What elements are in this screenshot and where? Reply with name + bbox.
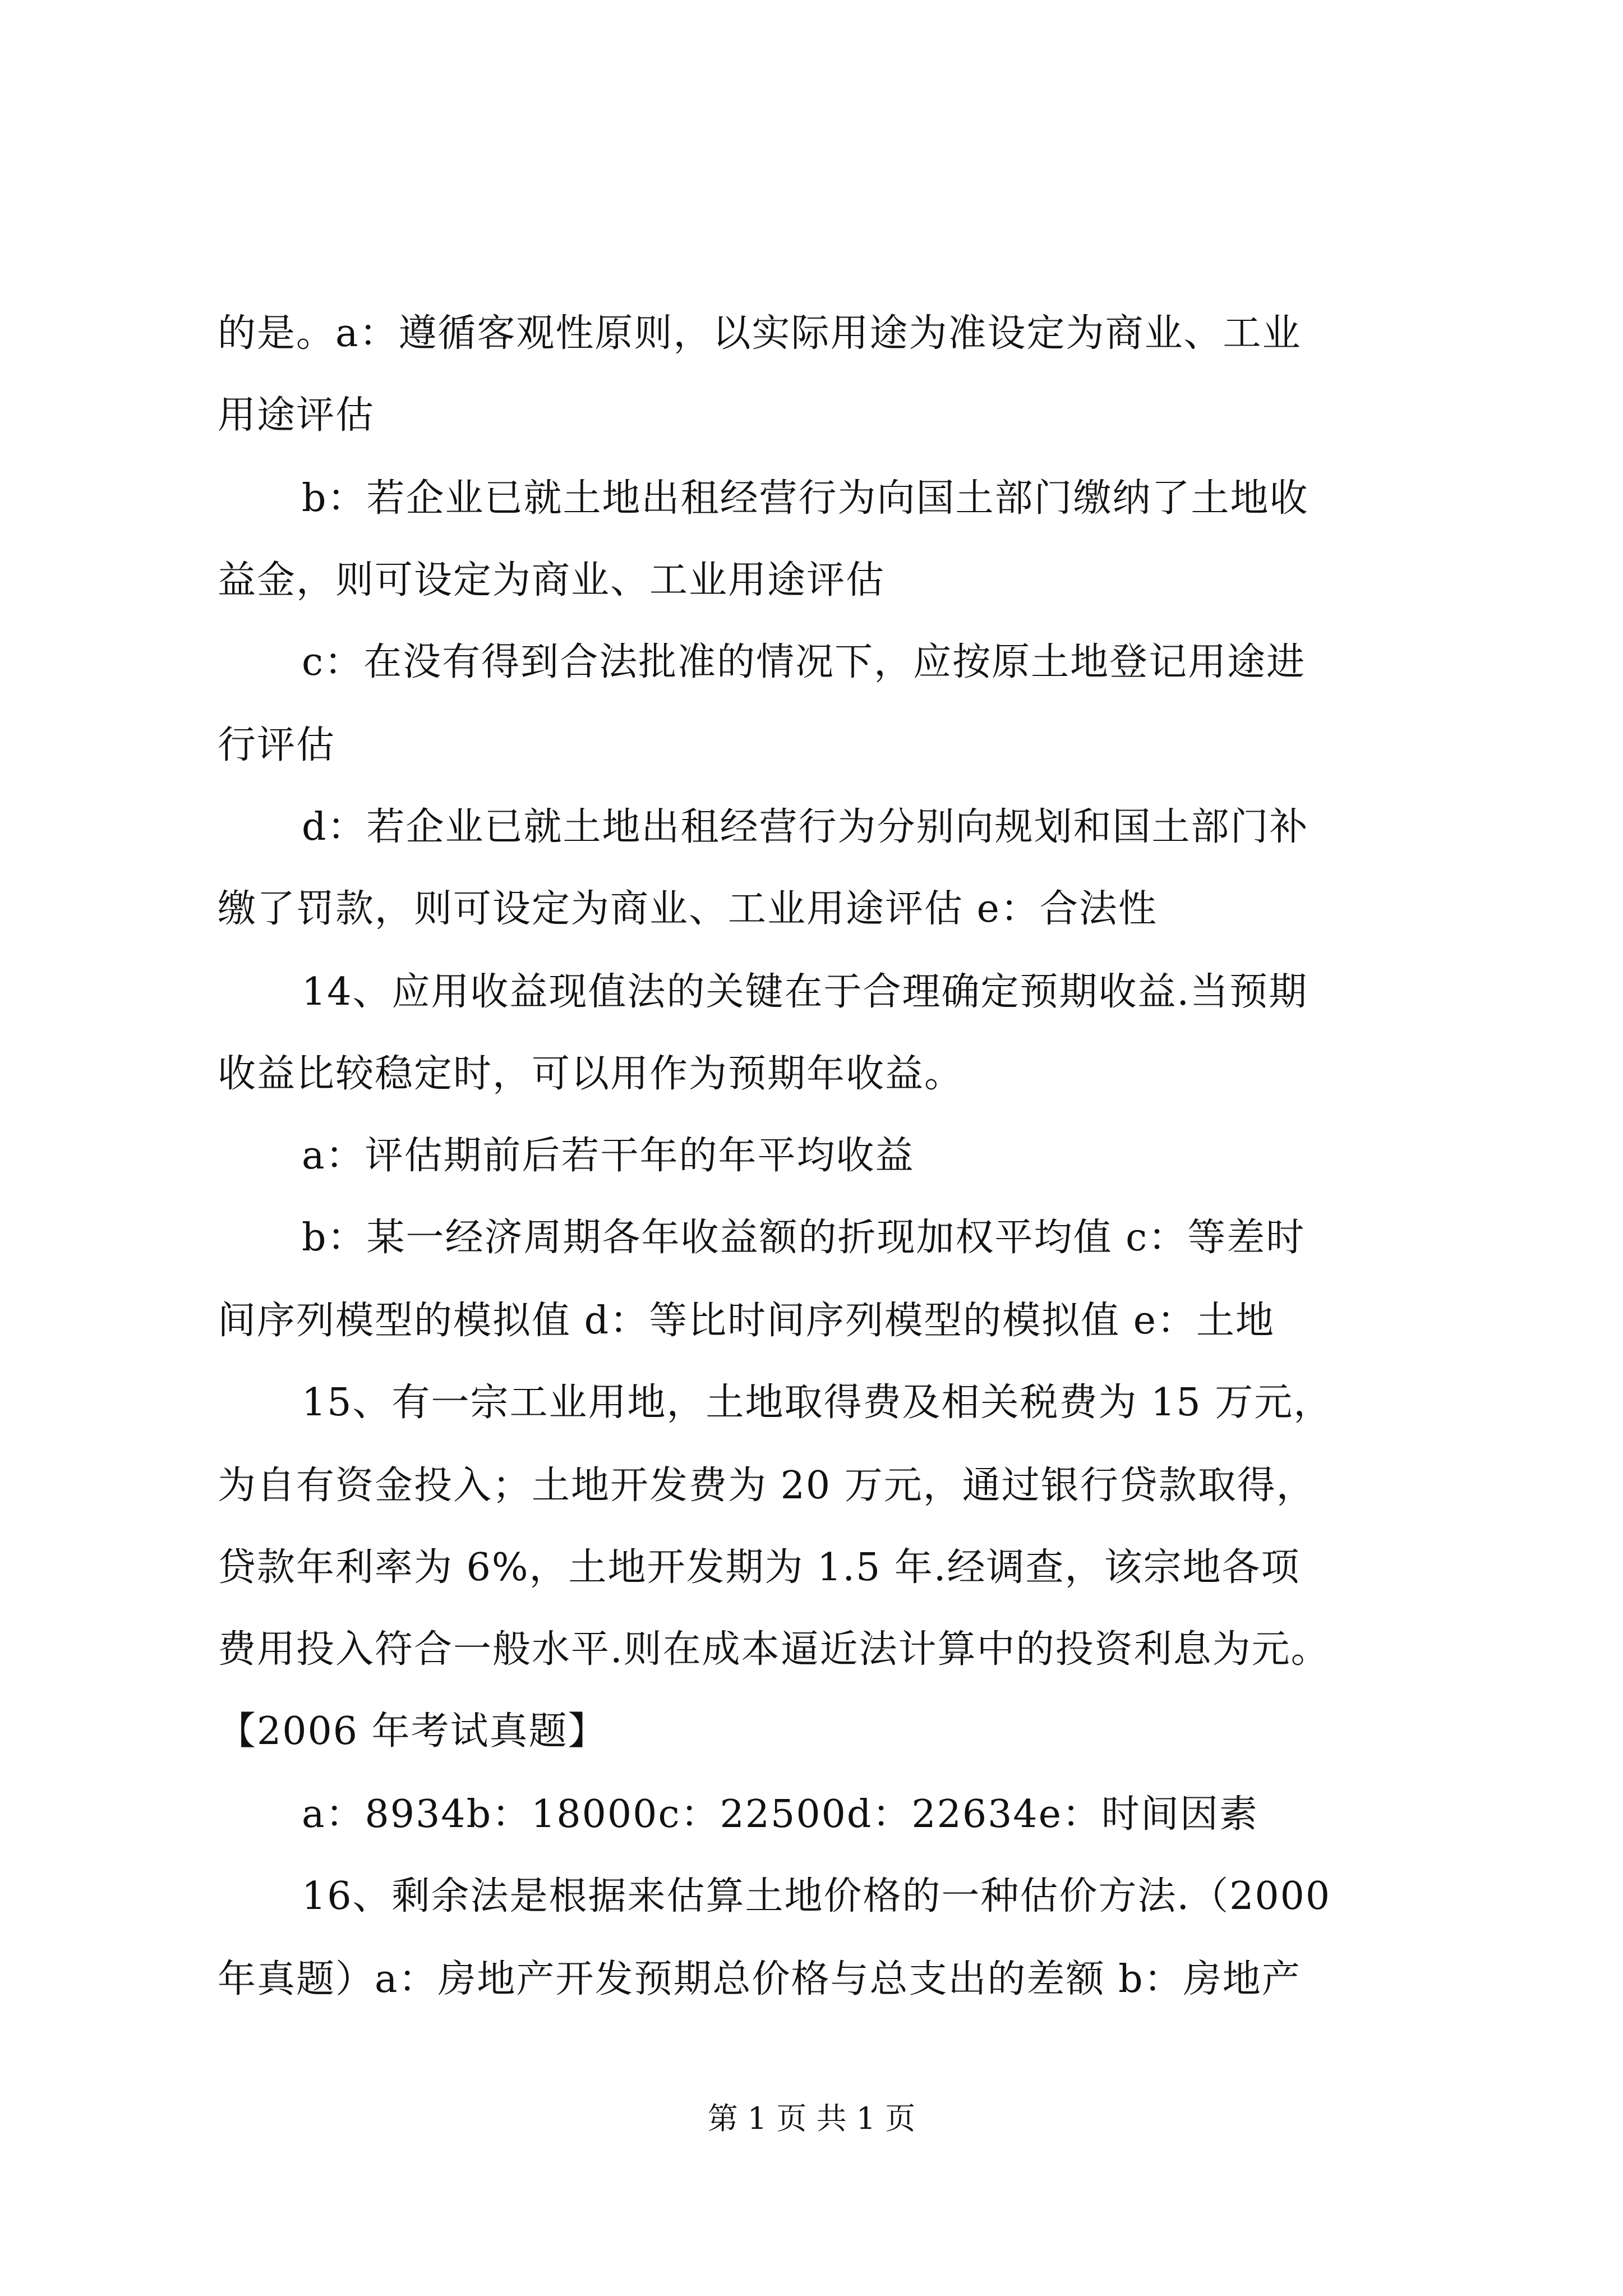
text-line: 15、有一宗工业用地，土地取得费及相关税费为 15 万元， [302, 1381, 1333, 1425]
text-line: 14、应用收益现值法的关键在于合理确定预期收益.当预期 [302, 970, 1308, 1014]
text-line: a：8934b：18000c：22500d：22634e：时间因素 [302, 1792, 1258, 1837]
text-line: 益金，则可设定为商业、工业用途评估 [218, 558, 886, 602]
text-line: a：评估期前后若干年的年平均收益 [302, 1134, 915, 1178]
text-line: 缴了罚款，则可设定为商业、工业用途评估 e：合法性 [218, 887, 1158, 931]
text-line: d：若企业已就土地出租经营行为分别向规划和国土部门补 [302, 805, 1309, 849]
page-number-footer: 第 1 页 共 1 页 [707, 2101, 916, 2136]
text-line: c：在没有得到合法批准的情况下，应按原土地登记用途进 [302, 640, 1306, 684]
text-line: 用途评估 [218, 393, 375, 438]
text-line: 收益比较稳定时，可以用作为预期年收益。 [218, 1052, 964, 1096]
text-line: 的是。a：遵循客观性原则，以实际用途为准设定为商业、工业 [218, 311, 1302, 356]
text-line: 贷款年利率为 6%，土地开发期为 1.5 年.经调查，该宗地各项 [218, 1545, 1301, 1590]
text-line: 【2006 年考试真题】 [218, 1709, 607, 1754]
text-line: 行评估 [218, 723, 336, 767]
text-line: 16、剩余法是根据来估算土地价格的一种估价方法.（2000 [302, 1874, 1331, 1918]
text-line: 间序列模型的模拟值 d：等比时间序列模型的模拟值 e：土地 [218, 1299, 1275, 1343]
text-line: 年真题）a：房地产开发预期总价格与总支出的差额 b：房地产 [218, 1957, 1301, 2001]
text-line: b：某一经济周期各年收益额的折现加权平均值 c：等差时 [302, 1216, 1306, 1260]
text-line: 费用投入符合一般水平.则在成本逼近法计算中的投资利息为元。 [218, 1627, 1330, 1672]
text-line: b：若企业已就土地出租经营行为向国土部门缴纳了土地收 [302, 476, 1309, 521]
text-line: 为自有资金投入；土地开发费为 20 万元，通过银行贷款取得， [218, 1464, 1316, 1508]
